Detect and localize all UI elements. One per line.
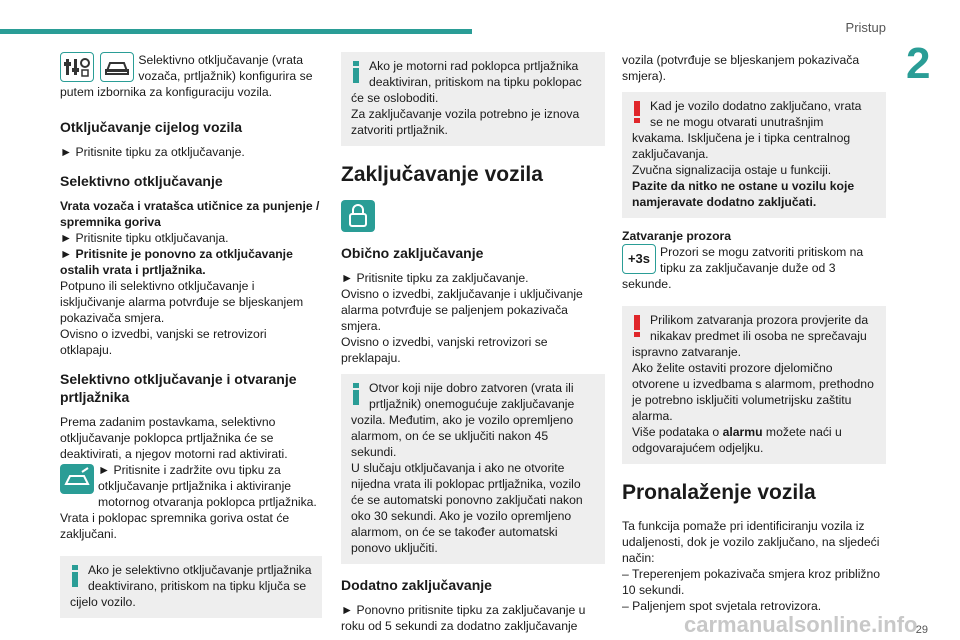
- intro-text: Selektivno otključavanje (vrata vozača, prtljažnik) konfigurira se putem izbornika za konfiguraciju vozila.: [60, 53, 313, 99]
- heading-windows: Zatvaranje prozora: [622, 229, 732, 243]
- warning-text-bold: alarmu: [722, 425, 763, 439]
- warning-text-3: [632, 425, 842, 455]
- heading-locking: Zaključavanje vozila: [341, 163, 543, 186]
- heading-unlock-full: Otključavanje cijelog vozila: [60, 119, 243, 135]
- normal-step: ► Pritisnite tipku za zaključavanje.: [341, 271, 529, 285]
- info-box-selective: [60, 556, 322, 618]
- config-icons: [60, 52, 134, 82]
- car-icon: [100, 52, 134, 82]
- column-3: [622, 52, 886, 614]
- settings-menu-icon: [60, 52, 94, 82]
- warning-icon: [634, 101, 640, 123]
- warning-text-2: Zvučna signalizacija ostaje u funkciji.: [632, 163, 832, 177]
- heading-find-vehicle: Pronalaženje vozila: [622, 481, 816, 504]
- windows-text: Prozori se mogu zatvoriti pritiskom na tipku za zaključavanje duže od 3 sekunde.: [622, 245, 864, 291]
- info-icon: [353, 61, 359, 83]
- normal-text-2: Ovisno o izvedbi, vanjski retrovizori se preklapaju.: [341, 335, 548, 365]
- heading-selective-open: Selektivno otključavanje i otvaranje prtljažnika: [60, 371, 297, 405]
- warning-box-extra-lock: [622, 92, 886, 218]
- find-item-2: – Paljenjem spot svjetala retrovizora.: [622, 599, 822, 613]
- open-text-2: Vrata i poklopac spremnika goriva ostat će zaključani.: [60, 511, 290, 541]
- warning-text-1: Prilikom zatvaranja prozora provjerite da nikakav predmet ili osoba ne sprečavaju ispravno zatvaranje.: [632, 313, 869, 359]
- info-text-2: U slučaju otključavanja i ako ne otvorite nijedna vrata ili poklopac prtljažnika, vozilo će se automatski ponovno zaključati nakon oko 30 sekundi. Ako je vozilo opremljeno alarmom, on će se također automatski ponovo uključiti.: [351, 461, 583, 555]
- heading-extra-lock: Dodatno zaključavanje: [341, 577, 492, 593]
- column-1: [60, 52, 322, 628]
- selective-subheading: Vrata vozača i vratašca utičnice za punjenje / spremnika goriva: [60, 199, 320, 229]
- plus-3s-label: +3s: [627, 251, 651, 266]
- continued-text: vozila (potvrđuje se bljeskanjem pokazivača smjera).: [622, 53, 860, 83]
- warning-box-windows: [622, 306, 886, 464]
- info-text-1: Ako je motorni rad poklopca prtljažnika deaktiviran, pritiskom na tipku poklopac će se osloboditi.: [351, 59, 582, 105]
- heading-normal-lock: Obično zaključavanje: [341, 245, 484, 261]
- warning-text-1: Kad je vozilo dodatno zaključano, vrata se ne mogu otvarati unutrašnjim kvakama. Isključena je i tipka centralnog zaključavanja.: [632, 99, 862, 161]
- column-2: [341, 52, 605, 640]
- extra-step: ► Ponovno pritisnite tipku za zaključavanje u roku od 5 sekundi za dodatno zaključavanje: [341, 603, 586, 633]
- padlock-icon: [341, 200, 375, 232]
- warning-text-2: Ako želite ostaviti prozore djelomično otvorene u izvedbama s alarmom, prethodno je potrebno isključiti volumetrijsku zaštitu alarma.: [632, 361, 874, 423]
- selective-text-1: Potpuno ili selektivno otključavanje i isključivanje alarma potvrđuje se bljeskanjem pokazivača smjera.: [60, 279, 304, 325]
- info-text: Ako je selektivno otključavanje prtljažnika deaktivirano, pritiskom na tipku ključa se cijelo vozilo.: [70, 563, 312, 609]
- info-icon: [353, 383, 359, 405]
- warning-text-3: Pazite da nitko ne ostane u vozilu koje namjeravate dodatno zaključati.: [632, 179, 855, 209]
- info-text-1: Otvor koji nije dobro zatvoren (vrata ili prtljažnik) onemogućuje zaključavanje vozila. Međutim, ako je vozilo opremljeno alarmom, on će se uključiti nakon 45 sekundi.: [351, 381, 575, 459]
- header-accent-bar: [0, 29, 472, 34]
- unlock-full-step: ► Pritisnite tipku za otključavanje.: [60, 145, 245, 159]
- warning-text-pre: Više podataka o: [632, 425, 723, 439]
- open-text-1: Prema zadanim postavkama, selektivno otključavanje poklopca prtljažnika će se deaktivirati, a njegov motorni rad aktivirati.: [60, 415, 288, 461]
- boot-open-icon: [60, 464, 94, 494]
- watermark: carmanualsonline.info: [684, 612, 918, 637]
- info-icon: [72, 565, 78, 587]
- selective-step-1: ► Pritisnite tipku otključavanja.: [60, 231, 229, 245]
- open-step: ► Pritisnite i zadržite ovu tipku za otključavanje prtljažnika i aktiviranje motornog otvaranja poklopca prtljažnika.: [98, 463, 317, 509]
- selective-step-2: ► Pritisnite je ponovno za otključavanje ostalih vrata i prtljažnika.: [60, 247, 293, 277]
- chapter-number: 2: [906, 39, 931, 88]
- page-number: 29: [915, 624, 928, 636]
- find-text: Ta funkcija pomaže pri identificiranju vozila iz udaljenosti, dok je vozilo zaključano, na sljedeći način:: [622, 519, 880, 565]
- normal-text-1: Ovisno o izvedbi, zaključavanje i uključivanje alarma potvrđuje se paljenjem pokazivača smjera.: [341, 287, 583, 333]
- heading-selective-unlock: Selektivno otključavanje: [60, 173, 223, 189]
- plus-3s-icon: [622, 244, 656, 274]
- info-box-lock: [341, 374, 605, 564]
- selective-text-2: Ovisno o izvedbi, vanjski se retrovizori otklapaju.: [60, 327, 267, 357]
- info-text-2: Za zaključavanje vozila potrebno je iznova zatvoriti prtljažnik.: [351, 107, 580, 137]
- section-title: Pristup: [845, 20, 886, 35]
- find-item-1: – Treperenjem pokazivača smjera kroz približno 10 sekundi.: [622, 567, 881, 597]
- warning-icon: [634, 315, 640, 337]
- info-box-boot: [341, 52, 605, 146]
- warning-text-post: možete naći u odgovarajućem odjeljku.: [632, 425, 842, 455]
